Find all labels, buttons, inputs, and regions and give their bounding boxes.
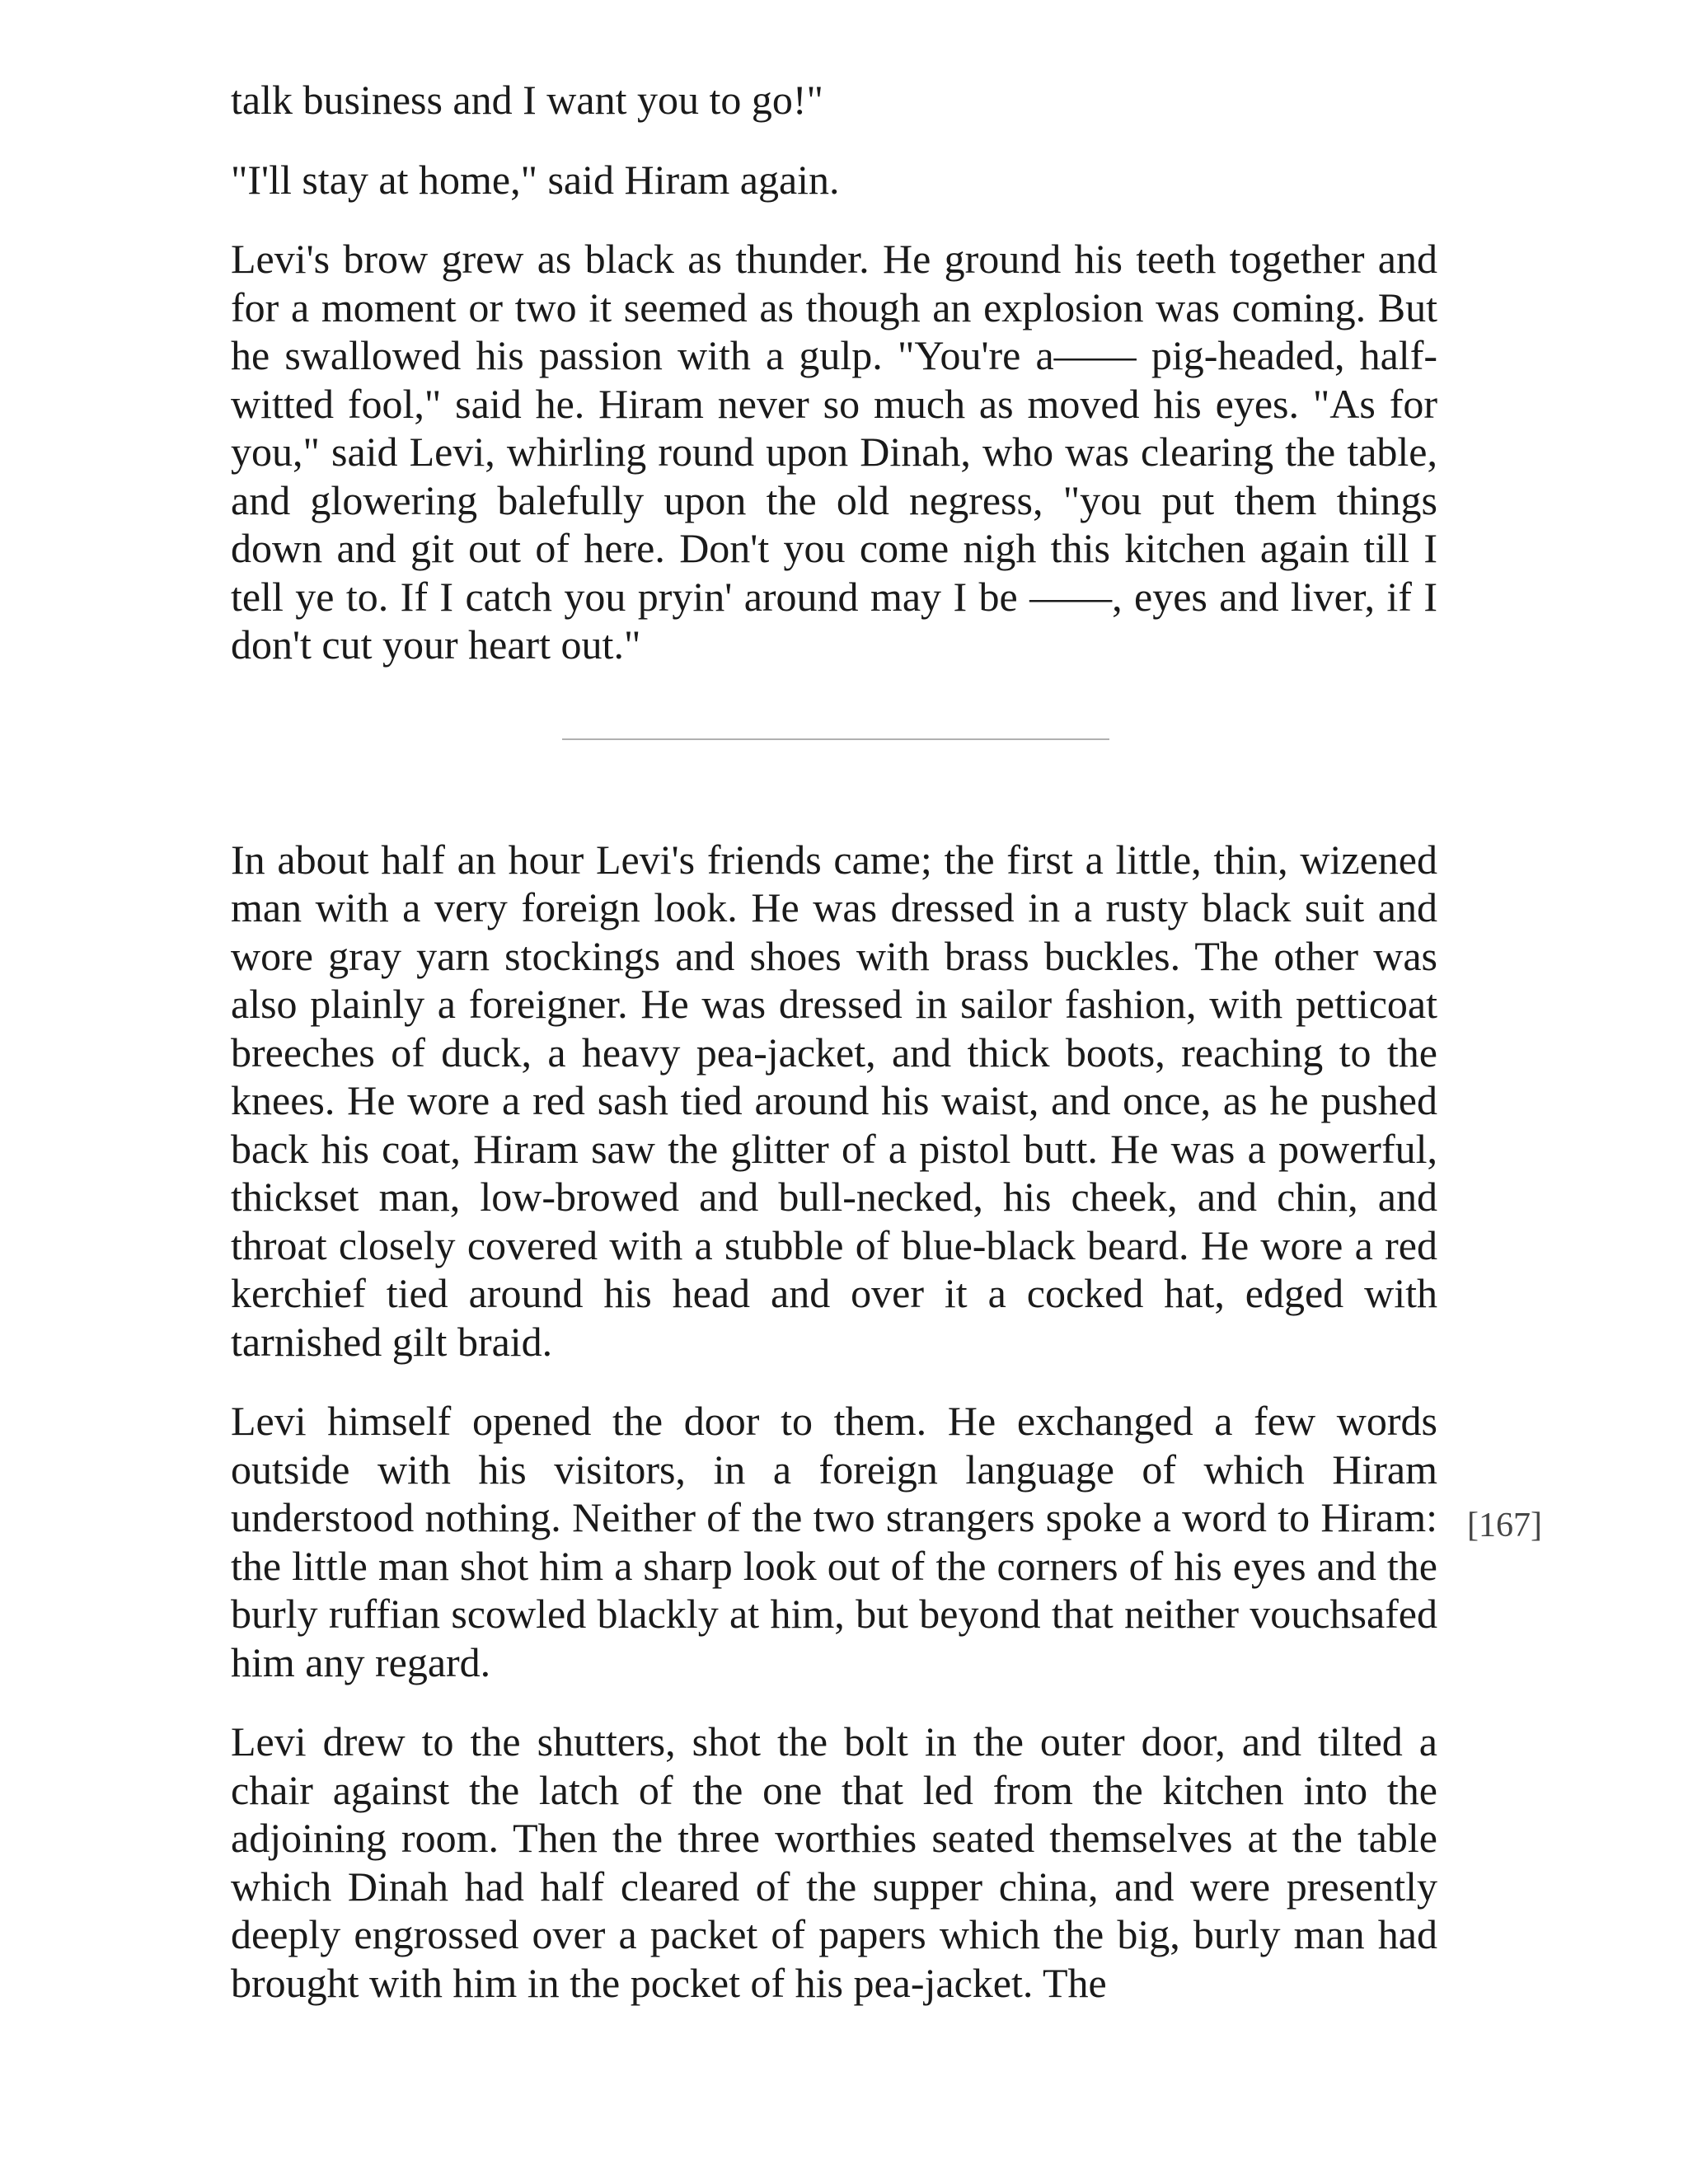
paragraph: In about half an hour Levi's friends came; the first a little, thin, wizened man with a very foreign look. He was dressed in a rusty black suit and wore gray yarn stockings and shoes with brass buckles. The other was also plainly a foreigner. He was dressed in sailor fashion, with petticoat breeches of duck, a heavy pea-jacket, and thick boots, reaching to the knees. He wore a red sash tied around his waist, and once, as he pushed back his coat, Hiram saw the glitter of a pistol butt. He was a powerful, thickset man, low-browed and bull-necked, his cheek, and chin, and throat closely covered with a stubble of blue-black beard. He wore a red kerchief tied around his head and over it a cocked hat, edged with tarnished gilt braid. [231,836,1437,1365]
paragraph: talk business and I want you to go!" [231,77,823,123]
paragraph: "I'll stay at home," said Hiram again. [231,156,840,203]
paragraph: Levi drew to the shutters, shot the bolt in the outer door, and tilted a chair against the latch of the one that led from the kitchen into the adjoining room. Then the three worthies seated themselves at the table which Dinah had half cleared of the supper china, and were presently deeply engrossed over a packet of papers which the big, burly man had brought with him in the pocket of his pea-jacket. The [231,1718,1437,2006]
section-divider [562,738,1109,740]
book-page [231,76,1437,2038]
paragraph: Levi's brow grew as black as thunder. He ground his teeth together and for a moment or two it seemed as though an explosion was coming. But he swallowed his passion with a gulp. "You're a—— pig-headed, half-witted fool," said he. Hiram never so much as moved his eyes. "As for you," said Levi, whirling round upon Dinah, who was clearing the table, and glowering balefully upon the old negress, "you put them things down and git out of here. Don't you come nigh this kitchen again till I tell ye to. If I catch you pryin' around may I be ——, eyes and liver, if I don't cut your heart out." [231,236,1437,668]
page-number: [167] [1467,1507,1542,1544]
paragraph: Levi himself opened the door to them. He exchanged a few words outside with his visitors, in a foreign language of which Hiram understood nothing. Neither of the two strangers spoke a word to Hiram: the little man shot him a sharp look out of the corners of his eyes and the burly ruffian scowled blackly at him, but beyond that neither vouchsafed him any regard. [231,1398,1437,1685]
